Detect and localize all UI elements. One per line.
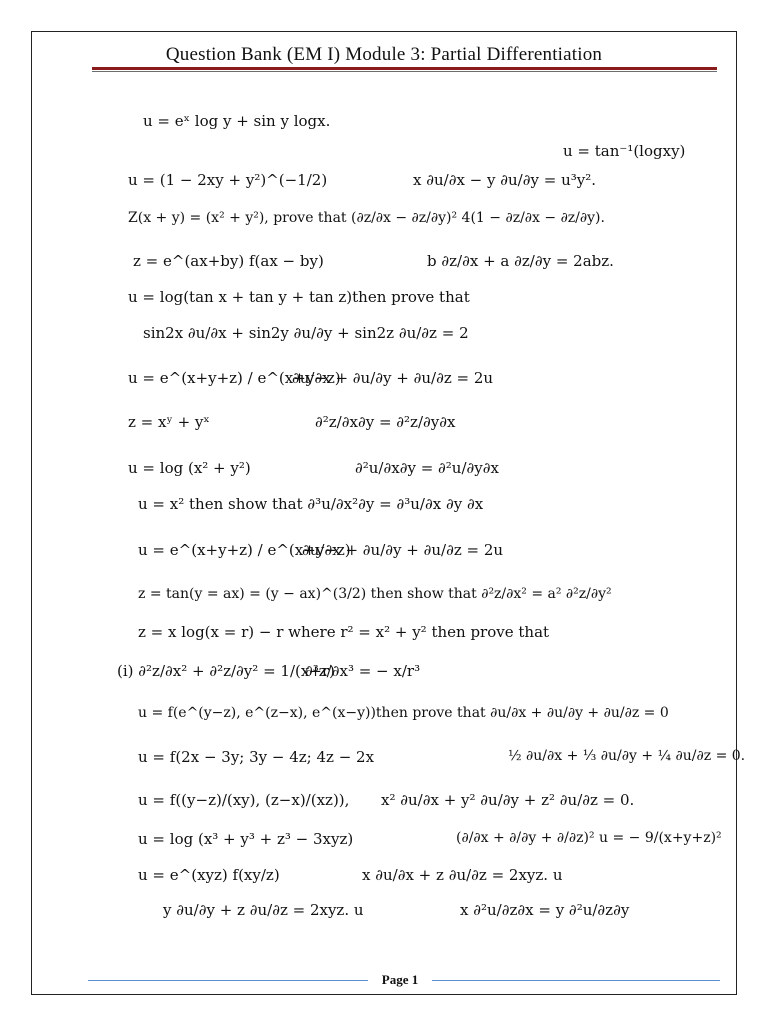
equation-22: ∂³z/∂x³ = − x/r³ [305, 662, 421, 680]
equation-2: u = tan⁻¹(logxy) [563, 142, 686, 160]
equation-17: u = e^(x+y+z) / e^(x+y−z) [138, 541, 351, 559]
equation-31: x ∂u/∂x + z ∂u/∂z = 2xyz. u [362, 866, 563, 884]
equation-32: y ∂u/∂y + z ∂u/∂z = 2xyz. u [163, 901, 364, 919]
equation-28: u = log (x³ + y³ + z³ − 3xyz) [138, 830, 354, 848]
equation-25: ½ ∂u/∂x + ⅓ ∂u/∂y + ¼ ∂u/∂z = 0. [508, 748, 746, 764]
equation-30: u = e^(xyz) f(xy/z) [138, 866, 280, 884]
equation-1: u = eˣ log y + sin y logx. [143, 112, 331, 130]
equation-27: x² ∂u/∂x + y² ∂u/∂y + z² ∂u/∂z = 0. [381, 791, 635, 809]
equation-7: b ∂z/∂x + a ∂z/∂y = 2abz. [427, 252, 614, 270]
equation-6: z = e^(ax+by) f(ax − by) [133, 252, 324, 270]
equation-19: z = tan(y = ax) = (y − ax)^(3/2) then show that ∂²z/∂x² = a² ∂²z/∂y² [138, 586, 612, 602]
equation-9: sin2x ∂u/∂x + sin2y ∂u/∂y + sin2z ∂u/∂z = 2 [143, 324, 469, 342]
equation-33: x ∂²u/∂z∂x = y ∂²u/∂z∂y [460, 901, 630, 919]
equation-13: ∂²z/∂x∂y = ∂²z/∂y∂x [315, 413, 456, 431]
header-rule-thin [92, 71, 717, 72]
equation-5: Z(x + y) = (x² + y²), prove that (∂z/∂x − ∂z/∂y)² 4(1 − ∂z/∂x − ∂z/∂y). [128, 210, 605, 226]
page-number: Page 1 [368, 972, 432, 988]
header-rule [92, 67, 717, 70]
equation-18: ∂u/∂x + ∂u/∂y + ∂u/∂z = 2u [302, 541, 504, 559]
equation-10: u = e^(x+y+z) / e^(x+y−z) [128, 369, 341, 387]
equation-24: u = f(2x − 3y; 3y − 4z; 4z − 2x [138, 748, 375, 766]
equation-29: (∂/∂x + ∂/∂y + ∂/∂z)² u = − 9/(x+y+z)² [456, 830, 722, 846]
equation-23: u = f(e^(y−z), e^(z−x), e^(x−y))then prove that ∂u/∂x + ∂u/∂y + ∂u/∂z = 0 [138, 705, 669, 721]
equation-26: u = f((y−z)/(xy), (z−x)/(xz)), [138, 791, 350, 809]
equation-15: ∂²u/∂x∂y = ∂²u/∂y∂x [355, 459, 499, 477]
equation-4: x ∂u/∂x − y ∂u/∂y = u³y². [413, 171, 596, 189]
equation-16: u = x² then show that ∂³u/∂x²∂y = ∂³u/∂x ∂y ∂x [138, 495, 484, 513]
equation-3: u = (1 − 2xy + y²)^(−1/2) [128, 171, 328, 189]
equation-12: z = xʸ + yˣ [128, 413, 210, 431]
equation-14: u = log (x² + y²) [128, 459, 251, 477]
page-title: Question Bank (EM I) Module 3: Partial Differentiation [165, 44, 603, 65]
equation-8: u = log(tan x + tan y + tan z)then prove that [128, 288, 470, 306]
equation-21: (i) ∂²z/∂x² + ∂²z/∂y² = 1/(x+r) [117, 662, 335, 680]
equation-11: ∂u/∂x + ∂u/∂y + ∂u/∂z = 2u [292, 369, 494, 387]
equation-20: z = x log(x = r) − r where r² = x² + y² then prove that [138, 623, 550, 641]
